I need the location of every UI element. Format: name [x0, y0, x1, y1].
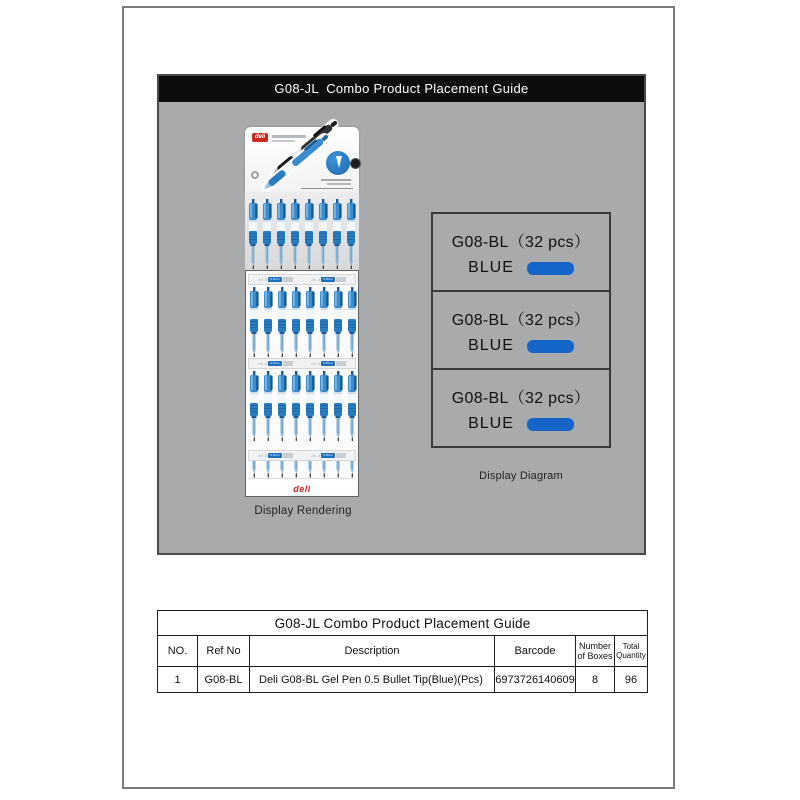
hang-hole-icon: [251, 171, 259, 179]
display-diagram: [431, 212, 611, 482]
shelf-strip: [248, 274, 356, 285]
summary-table: [157, 610, 648, 693]
table-header-row: [158, 636, 648, 667]
box-color-row: [433, 415, 609, 433]
box-color-label: BLUE: [468, 259, 514, 276]
pen-row-3: [247, 371, 359, 441]
display-base: [248, 478, 356, 495]
pen-tips-row: [247, 461, 359, 478]
panel-title-bar: G08-JL Combo Product Placement Guide: [159, 76, 644, 102]
col-header-no: NO.: [158, 636, 198, 667]
shelf-label: 88.8 0.5mm: [311, 453, 345, 458]
barcode-sticker-icon: [283, 361, 293, 366]
placement-guide-panel: [157, 74, 646, 555]
card-divider: [301, 188, 353, 189]
barcode-sticker-icon: [336, 453, 346, 458]
box-color-label: BLUE: [468, 415, 514, 432]
box-title: G08-BL（32 pcs）: [451, 312, 591, 329]
barcode-sticker-icon: [283, 277, 293, 282]
cell-barcode: 6973726140609: [495, 667, 576, 693]
ink-dot-icon: [350, 158, 361, 169]
blue-color-swatch: [527, 418, 574, 431]
carton-box-1: [431, 212, 611, 292]
shelf-label: 88.8 0.5mm: [311, 277, 345, 282]
box-color-row: [433, 259, 609, 277]
shelf-label: 88.8 0.5mm: [258, 453, 292, 458]
display-rendering: [245, 127, 359, 497]
cell-number-of-boxes: 8: [576, 667, 615, 693]
shelf-strip: [248, 358, 356, 369]
pen-row-2: [247, 287, 359, 357]
box-title: G08-BL（32 pcs）: [451, 234, 591, 251]
col-header-total-quantity: Total Quantity: [615, 636, 648, 667]
panel-body: [159, 102, 644, 553]
cell-description: Deli G08-BL Gel Pen 0.5 Bullet Tip(Blue)(Pcs): [250, 667, 495, 693]
carton-box-2: [431, 290, 611, 370]
document-page: [122, 6, 675, 789]
col-header-ref-no: Ref No: [198, 636, 250, 667]
deli-logo: deli: [293, 484, 311, 494]
display-diagram-caption: Display Diagram: [479, 470, 563, 482]
shelf-label: 88.8 0.5mm: [258, 277, 292, 282]
box-color-label: BLUE: [468, 337, 514, 354]
table-row: [158, 667, 648, 693]
cell-total-quantity: 96: [615, 667, 648, 693]
display-tray: [245, 270, 359, 497]
shelf-label: 88.8 0.5mm: [258, 361, 292, 366]
pen-nib-icon: [336, 156, 342, 168]
carton-box-3: [431, 368, 611, 448]
box-color-row: [433, 337, 609, 355]
col-header-barcode: Barcode: [495, 636, 576, 667]
deli-logo: deli: [252, 133, 268, 142]
barcode-sticker-icon: [336, 361, 346, 366]
cell-ref-no: G08-BL: [198, 667, 250, 693]
spec-text-line: [327, 183, 351, 185]
shelf-strip: [248, 450, 356, 461]
blue-color-swatch: [527, 262, 574, 275]
table-title: G08-JL Combo Product Placement Guide: [158, 611, 648, 636]
barcode-sticker-icon: [336, 277, 346, 282]
col-header-number-of-boxes: Number of Boxes: [576, 636, 615, 667]
barcode-sticker-icon: [283, 453, 293, 458]
shelf-label: 88.8 0.5mm: [311, 361, 345, 366]
tip-size-badge-icon: [325, 150, 351, 176]
blue-color-swatch: [527, 340, 574, 353]
col-header-description: Description: [250, 636, 495, 667]
spec-text-line: [321, 179, 351, 181]
box-title: G08-BL（32 pcs）: [451, 390, 591, 407]
cell-no: 1: [158, 667, 198, 693]
pen-row-1: [246, 199, 358, 269]
display-rendering-caption: Display Rendering: [254, 505, 352, 517]
